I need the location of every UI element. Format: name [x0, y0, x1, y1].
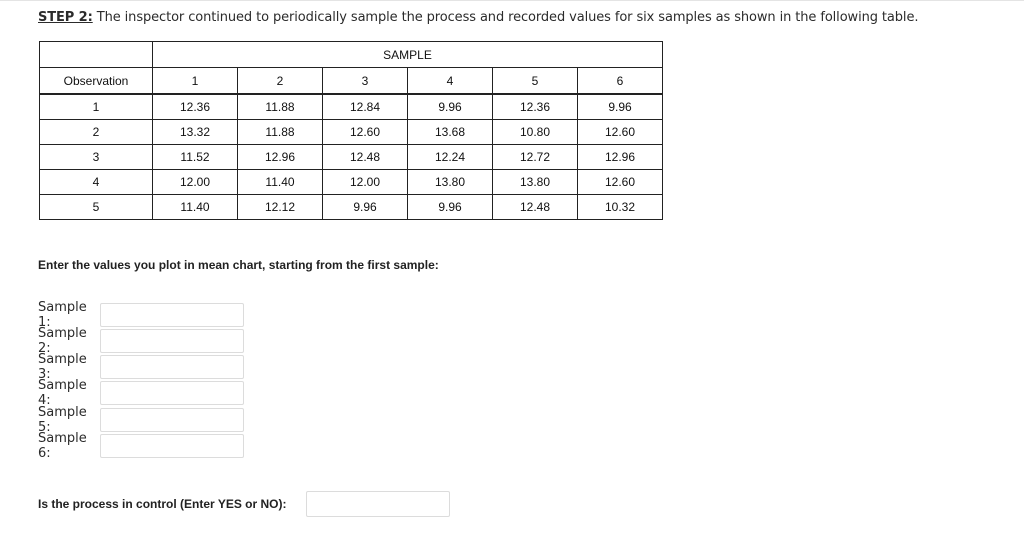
sample-3-input[interactable]: [100, 355, 244, 379]
sample-label: Sample 1:: [38, 300, 87, 330]
table-cell: 12.48: [323, 145, 408, 170]
sample-label: Sample 4:: [38, 378, 87, 408]
sample-label: Sample 6:: [38, 431, 87, 461]
sample-1-input[interactable]: [100, 303, 244, 327]
sample-number-header: 2: [238, 68, 323, 95]
sample-entry-row: [38, 352, 244, 382]
observation-number: 4: [40, 170, 153, 195]
table-cell: 11.88: [238, 120, 323, 145]
table-cell: 11.40: [238, 170, 323, 195]
table-cell: 9.96: [323, 195, 408, 220]
sample-label: Sample 2:: [38, 326, 87, 356]
observation-number: 2: [40, 120, 153, 145]
observation-number: 1: [40, 94, 153, 120]
step-label: STEP 2:: [38, 10, 93, 25]
table-cell: 12.24: [408, 145, 493, 170]
table-cell: 12.36: [153, 94, 238, 120]
sample-entry-row: [38, 378, 244, 408]
sample-entry-row: [38, 431, 244, 461]
table-cell: 12.00: [153, 170, 238, 195]
intro-text: [38, 10, 918, 25]
sample-label: Sample 3:: [38, 352, 87, 382]
table-corner-cell: [40, 42, 153, 68]
sample-2-input[interactable]: [100, 329, 244, 353]
sample-5-input[interactable]: [100, 408, 244, 432]
sample-group-header: SAMPLE: [153, 42, 663, 68]
table-cell: 12.72: [493, 145, 578, 170]
table-cell: 9.96: [408, 94, 493, 120]
observation-number: 5: [40, 195, 153, 220]
table-cell: 12.36: [493, 94, 578, 120]
table-cell: 12.96: [238, 145, 323, 170]
sample-number-header: 1: [153, 68, 238, 95]
sample-entry-row: [38, 300, 244, 330]
table-cell: 12.48: [493, 195, 578, 220]
table-cell: 9.96: [578, 94, 663, 120]
mean-chart-prompt: Enter the values you plot in mean chart, starting from the first sample:: [38, 258, 439, 272]
table-cell: 12.60: [578, 120, 663, 145]
control-answer-input[interactable]: [306, 491, 450, 517]
table-cell: 12.60: [323, 120, 408, 145]
table-cell: 11.88: [238, 94, 323, 120]
observation-number: 3: [40, 145, 153, 170]
observation-header: Observation: [40, 68, 153, 95]
table-cell: 10.32: [578, 195, 663, 220]
intro-description: The inspector continued to periodically sample the process and recorded values for six samples as shown in the following table.: [92, 10, 919, 25]
table-row: [40, 145, 663, 170]
table-cell: 12.12: [238, 195, 323, 220]
table-row: [40, 120, 663, 145]
table-cell: 12.96: [578, 145, 663, 170]
control-question-label: Is the process in control (Enter YES or NO):: [38, 497, 287, 511]
table-row: [40, 195, 663, 220]
table-cell: 13.80: [493, 170, 578, 195]
table-cell: 12.60: [578, 170, 663, 195]
sample-label: Sample 5:: [38, 405, 87, 435]
table-cell: 10.80: [493, 120, 578, 145]
table-cell: 11.40: [153, 195, 238, 220]
table-row: [40, 94, 663, 120]
table-cell: 12.84: [323, 94, 408, 120]
table-cell: 13.68: [408, 120, 493, 145]
sample-6-input[interactable]: [100, 434, 244, 458]
sample-number-header: 5: [493, 68, 578, 95]
sample-4-input[interactable]: [100, 381, 244, 405]
table-cell: 9.96: [408, 195, 493, 220]
sample-number-header: 4: [408, 68, 493, 95]
table-cell: 11.52: [153, 145, 238, 170]
table-row: [40, 170, 663, 195]
sample-entry-row: [38, 405, 244, 435]
sample-data-table: [39, 41, 663, 220]
sample-number-header: 6: [578, 68, 663, 95]
table-cell: 13.80: [408, 170, 493, 195]
top-divider: [0, 0, 1024, 1]
sample-number-header: 3: [323, 68, 408, 95]
table-cell: 13.32: [153, 120, 238, 145]
table-cell: 12.00: [323, 170, 408, 195]
sample-entry-row: [38, 326, 244, 356]
